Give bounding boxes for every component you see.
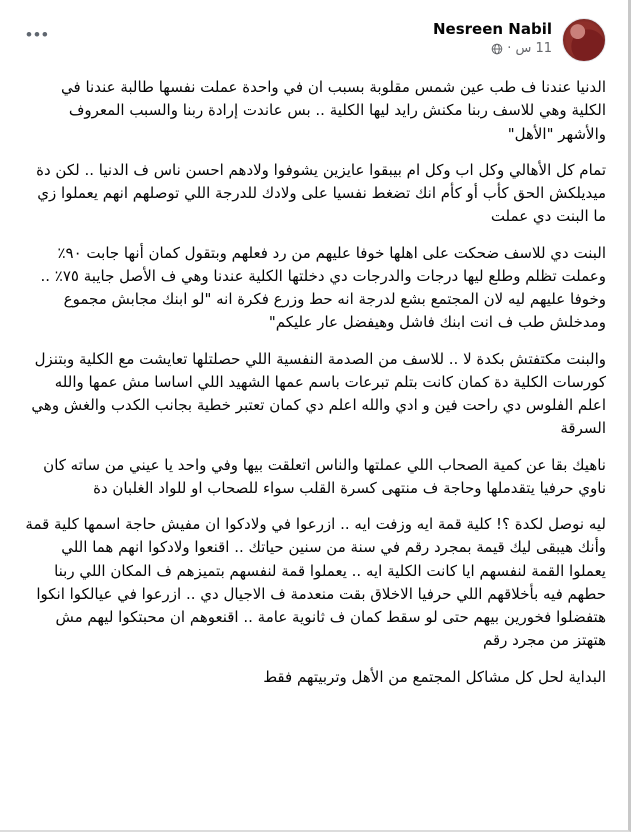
timestamp[interactable]: 11 س [515, 41, 552, 56]
author-name[interactable]: Nesreen Nabil [433, 20, 552, 38]
post-paragraph: تمام كل الأهالي وكل اب وكل ام بيبقوا عايزين يشوفوا ولادهم احسن ناس ف الدنيا .. لكن دة ميديلكش الحق كأب أو كأم انك تضغط نفسيا على ولادك للدرجة اللي توصلهم انهم يعملوا زي ما البنت دي عملت [36, 160, 606, 226]
globe-public-icon [491, 43, 503, 55]
more-options-button[interactable]: ••• [22, 20, 54, 49]
post-paragraph: ليه نوصل لكدة ؟! كلية قمة ايه وزفت ايه .. ازرعوا في ولادكوا ان مفيش حاجة اسمها كلية قمة وأنك هيبقى ليك قيمة بمجرد رقم في سنة من سنين حياتك .. اقنعوا ولادكوا انهم هما اللي يعملوا القمة لنفسهم ايا كانت الكلية ايه .. يعملوا قمة لنفسهم بتميزهم ف المكان اللي ربنا حطهم فيه بأخلاقهم اللي حرفيا الاخلاق بقت منعدمة ف الاجيال دي .. ازرعوا في عيالكوا انكوا هتفضلوا فخورين بيهم حتى لو سقط كمان ف ثانوية عامة .. اقنعوهم ان محبتكوا ليهم مش هتهتز من مجرد رقم [25, 515, 606, 650]
post-body [22, 76, 606, 689]
post-meta [433, 41, 552, 56]
post-header [22, 18, 606, 62]
post-paragraph: ناهيك بقا عن كمية الصحاب اللي عملتها والناس اتعلقت بيها وفي واحد يا عيني من ساته كان ناوي حرفيا يتقدملها وحاجة ف منتهى كسرة القلب سواء للصحاب او للواد الغلبان دة [43, 455, 606, 497]
post-paragraph: البنت دي للاسف ضحكت على اهلها خوفا عليهم من رد فعلهم وبتقول كمان أنها جابت ٩٠٪ وعملت تظلم وطلع ليها درجات والدرجات دي دخلتها الكلية عندنا وهي ف الأصل جايبة ٧٥٪ .. وخوفا عليهم ليه لان المجتمع بشع لدرجة انه حط وزرع فكرة انه "لو ابنك مجابش مجموع ومدخلش طب ف انت ابنك فاشل وهيفضل عار عليكم" [40, 243, 606, 332]
post-paragraph: والبنت مكتفتش بكدة لا .. للاسف من الصدمة النفسية اللي حصلتلها تعايشت مع الكلية وبتنزل كورسات الكلية دة كمان كانت بتلم تبرعات باسم عمها الشهيد اللي اساسا مش عمها والله اعلم الفلوس دي راحت فين و ادي والله اعلم دي كمان تعتبر خطية بجانب الكدب والغش وهي السرقة [31, 349, 606, 438]
post-paragraph: البداية لحل كل مشاكل المجتمع من الأهل وتربيتهم فقط [263, 667, 606, 686]
post-header-text [433, 18, 552, 56]
avatar[interactable] [562, 18, 606, 62]
post-paragraph: الدنيا عندنا ف طب عين شمس مقلوبة بسبب ان في واحدة عملت نفسها طالبة عندنا في الكلية وهي للاسف ربنا مكنش رايد ليها الكلية .. بس عاندت إرادة ربنا والسبب المعروف والأشهر "الأهل" [61, 78, 606, 143]
meta-separator: · [507, 41, 512, 56]
